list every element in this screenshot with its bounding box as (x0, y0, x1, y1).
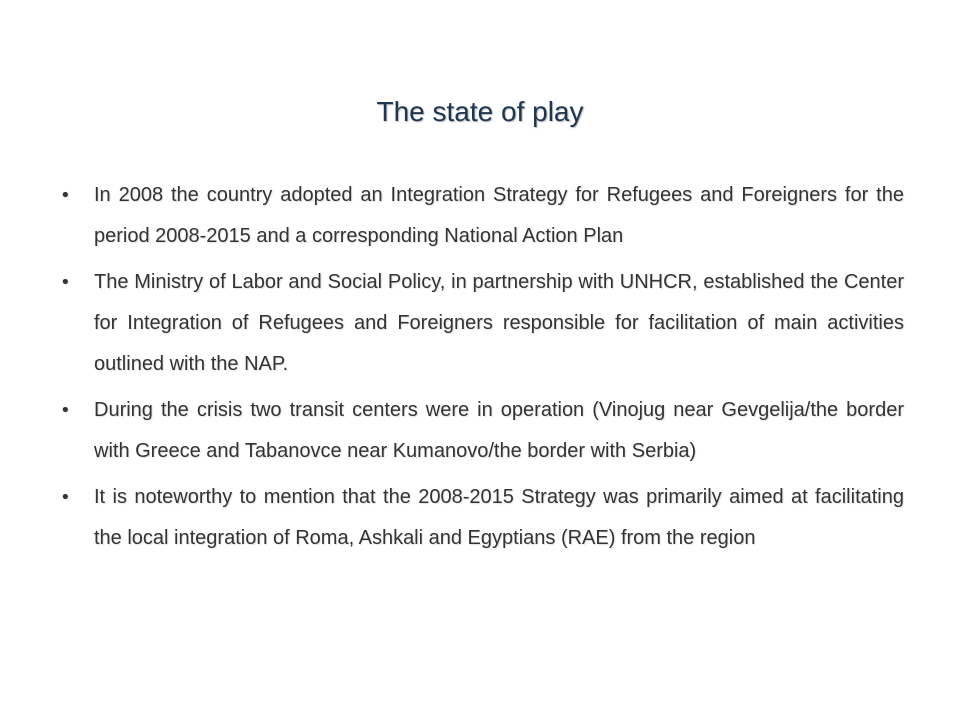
bullet-text-1: In 2008 the country adopted an Integration Strategy for Refugees and Foreigners for the period 2008-2015 and a corresponding National Action Plan (94, 184, 904, 247)
bullet-item-2 (60, 262, 904, 385)
bullet-text-2: The Ministry of Labor and Social Policy, in partnership with UNHCR, established the Center for Integration of Refugees and Foreigners responsible for facilitation of main activities outlined with the NAP. (94, 271, 904, 375)
bullet-dot-icon: • (60, 185, 71, 206)
bullet-item-1 (60, 175, 904, 257)
bullet-dot-icon: • (60, 272, 71, 293)
slide-title: The state of play (376, 96, 584, 127)
bullet-dot-icon: • (60, 400, 71, 421)
bullet-item-4 (60, 477, 904, 559)
bullet-dot-icon: • (60, 487, 71, 508)
bullet-list (60, 175, 904, 564)
bullet-text-3: During the crisis two transit centers were in operation (Vinojug near Gevgelija/the border with Greece and Tabanovce near Kumanovo/the border with Serbia) (94, 399, 904, 462)
bullet-item-3 (60, 390, 904, 472)
bullet-text-4: It is noteworthy to mention that the 2008-2015 Strategy was primarily aimed at facilitating the local integration of Roma, Ashkali and Egyptians (RAE) from the region (94, 486, 904, 549)
